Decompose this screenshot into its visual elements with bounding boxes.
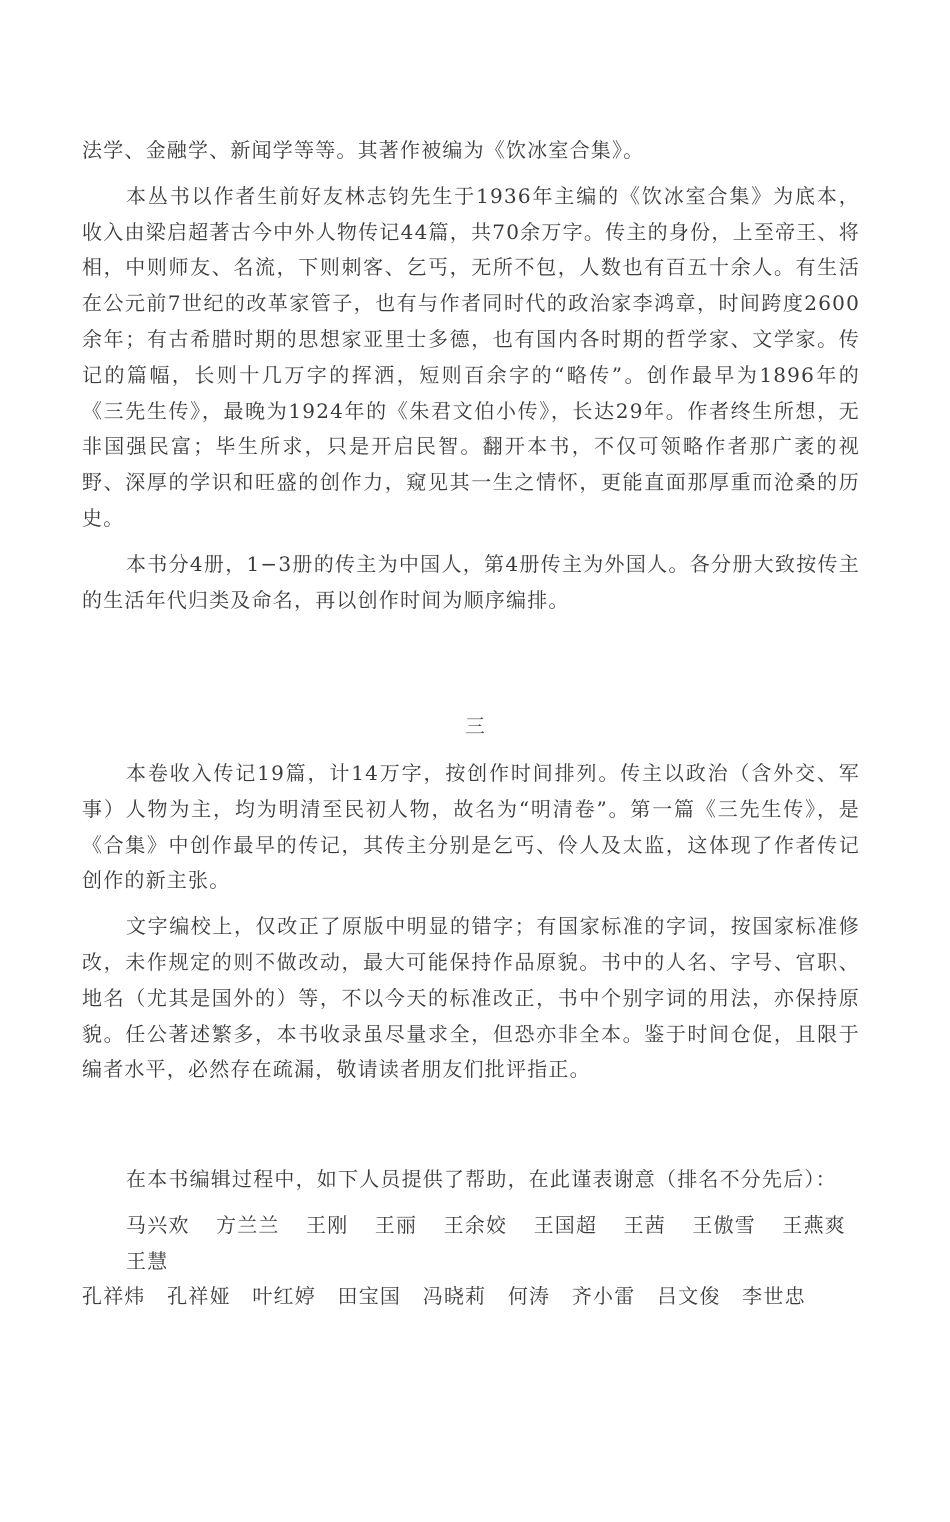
person-name: 方兰兰 (216, 1212, 280, 1237)
section-two (82, 756, 860, 1098)
person-name: 王刚 (306, 1212, 349, 1237)
paragraph-volumes: 本书分4册，1−3册的传主为中国人，第4册传主为外国人。各分册大致按传主的生活年代归类及命名，再以创作时间为顺序编排。 (82, 551, 860, 612)
person-name: 王燕爽 (782, 1212, 846, 1237)
person-name: 何涛 (507, 1284, 551, 1309)
person-name: 冯晓莉 (422, 1284, 487, 1309)
person-name: 齐小雷 (571, 1284, 636, 1309)
acknowledgements (82, 1162, 860, 1315)
person-name: 李世忠 (742, 1284, 806, 1309)
names-line-2 (82, 1279, 860, 1315)
person-name: 王慧 (126, 1248, 169, 1273)
person-name: 王国超 (533, 1212, 598, 1237)
paragraph-volume-intro: 本卷收入传记19篇，计14万字，按创作时间排列。传主以政治（含外交、军事）人物为主，均为明清至民初人物，故名为“明清卷”。第一篇《三先生传》，是《合集》中创作最早的传记，其传主分别是乞丐、伶人及太监，这体现了作者传记创作的新主张。 (82, 761, 860, 893)
paragraph-continued: 法学、金融学、新闻学等等。其著作被编为《饮冰室合集》。 (82, 138, 645, 162)
person-name: 王茜 (623, 1212, 666, 1237)
section-one (82, 133, 860, 628)
person-name: 孔祥娅 (167, 1284, 231, 1309)
section-heading: 三 (465, 714, 485, 738)
person-name: 孔祥炜 (82, 1284, 146, 1309)
acknowledgements-intro: 在本书编辑过程中，如下人员提供了帮助，在此谨表谢意（排名不分先后）： (126, 1167, 837, 1191)
paragraph-editing-notes: 文字编校上，仅改正了原版中明显的错字；有国家标准的字词，按国家标准修改，未作规定的则不做改动，最大可能保持作品原貌。书中的人名、字号、官职、地名（尤其是国外的）等，不以今天的标准改正，书中个别字词的用法，亦保持原貌。任公著述繁多，本书收录虽尽量求全，但恐亦非全本。鉴于时间仓促，且限于编者水平，必然存在疏漏，敬请读者朋友们批评指正。 (82, 914, 860, 1082)
person-name: 田宝国 (337, 1284, 402, 1309)
person-name: 吕文俊 (657, 1284, 721, 1309)
person-name: 王傲雪 (692, 1212, 756, 1237)
names-line-1 (82, 1208, 860, 1280)
person-name: 王余姣 (443, 1212, 508, 1237)
paragraph-series-intro: 本丛书以作者生前好友林志钧先生于1936年主编的《饮冰室合集》为底本，收入由梁启超著古今中外人物传记44篇，共70余万字。传主的身份，上至帝王、将相，中则师友、名流，下则刺客、乞丐，无所不包，人数也有百五十余人。有生活在公元前7世纪的改革家管子，也有与作者同时代的政治家李鸿章，时间跨度2600余年；有古希腊时期的思想家亚里士多德，也有国内各时期的哲学家、文学家。传记的篇幅，长则十几万字的挥洒，短则百余字的“略传”。创作最早为1896年的《三先生传》，最晚为1924年的《朱君文伯小传》，长达29年。作者终生所想，无非国强民富；毕生所求，只是开启民智。翻开本书，不仅可领略作者那广袤的视野、深厚的学识和旺盛的创作力，窥见其一生之情怀，更能直面那厚重而沧桑的历史。 (82, 183, 860, 530)
person-name: 马兴欢 (126, 1212, 190, 1237)
person-name: 叶红婷 (252, 1284, 316, 1309)
person-name: 王丽 (374, 1212, 418, 1237)
